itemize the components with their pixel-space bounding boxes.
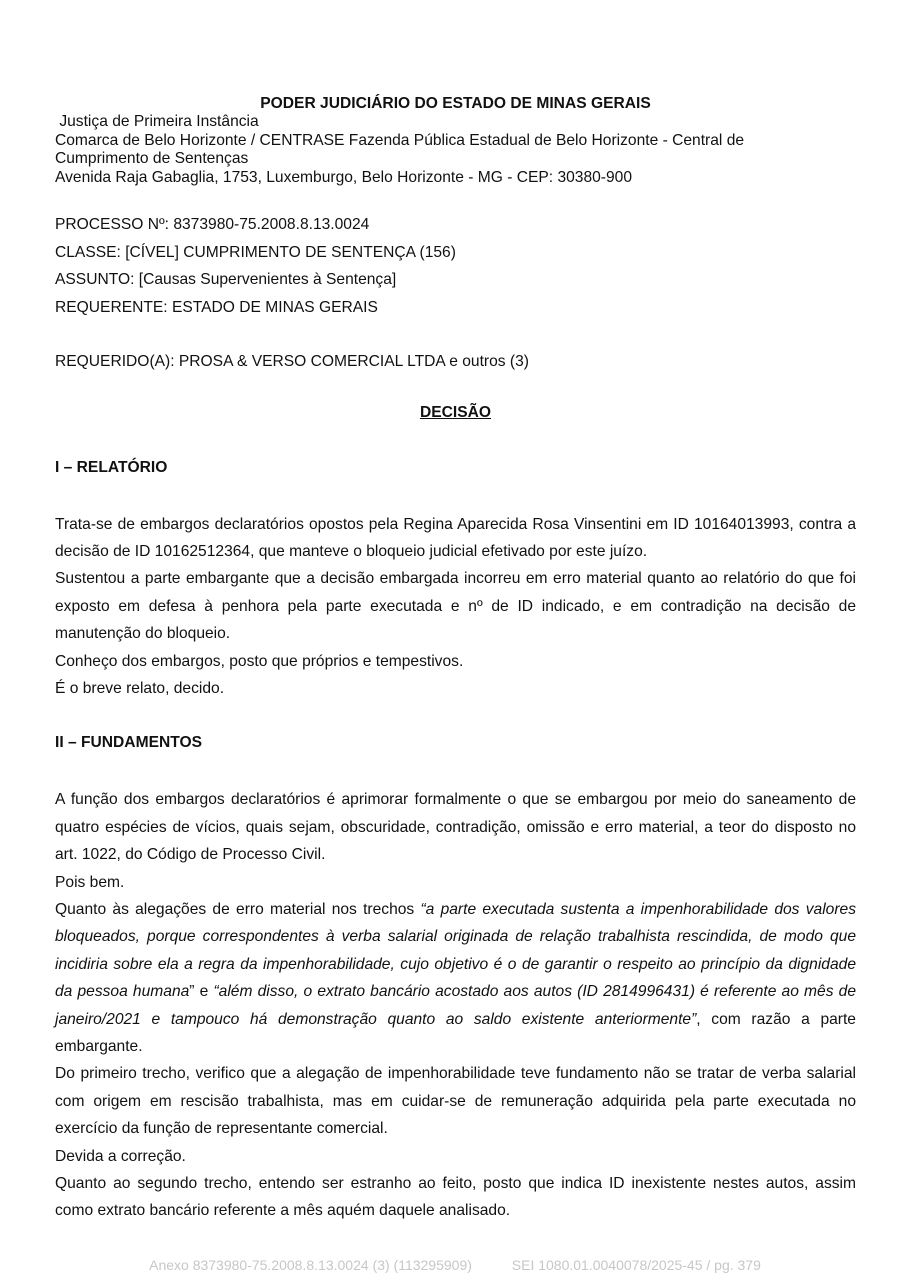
spacer: [55, 479, 856, 511]
relatorio-paragraph-2: Sustentou a parte embargante que a decisão embargada incorreu em erro material quanto ao relatório do que foi exposto em defesa à penhora pela parte executada e nº de ID indicado, e em contradição na decisão de manutenção do bloqueio.: [55, 570, 856, 643]
p3-connector: ” e: [189, 983, 214, 1001]
fundamentos-paragraph-6: Quanto ao segundo trecho, entendo ser estranho ao feito, posto que indica ID inexistente nestes autos, assim como extrato bancário referente a mês aquém daquele analisado.: [55, 1175, 856, 1220]
spacer: [55, 754, 856, 786]
fundamentos-paragraph-5: Devida a correção.: [55, 1147, 186, 1165]
case-requerido: REQUERIDO(A): PROSA & VERSO COMERCIAL LTDA e outros (3): [55, 353, 529, 370]
court-name: Justiça de Primeira Instância: [55, 113, 259, 130]
relatorio-paragraph-1: Trata-se de embargos declaratórios opostos pela Regina Aparecida Rosa Vinsentini em ID 10164013993, contra a decisão de ID 10162512364, que manteve o bloqueio judicial efetivado por este juízo.: [55, 515, 856, 560]
fundamentos-paragraph-4: Do primeiro trecho, verifico que a alegação de impenhorabilidade teve fundamento não se tratar de verba salarial com origem em rescisão trabalhista, mas em cuidar-se de remuneração adquirida pela parte executada no exercício da função de representante comercial.: [55, 1065, 856, 1138]
p3-intro: Quanto às alegações de erro material nos trechos: [55, 900, 421, 918]
relatorio-paragraph-4: É o breve relato, decido.: [55, 679, 225, 697]
case-classe: CLASSE: [CÍVEL] CUMPRIMENTO DE SENTENÇA (156): [55, 243, 456, 261]
p3-conclusion: , com razão a parte embargante.: [55, 1010, 856, 1055]
court-address: Avenida Raja Gabaglia, 1753, Luxemburgo, Belo Horizonte - MG - CEP: 30380-900: [55, 168, 633, 186]
page-footer: [0, 1257, 910, 1273]
fundamentos-heading: II – FUNDAMENTOS: [55, 734, 202, 752]
document-page: [55, 94, 856, 1225]
p3-quote-2: “além disso, o extrato bancário acostado aos autos (ID 2814996431) é referente ao mês de janeiro/2021 e tampouco há demonstração quanto ao saldo existente anteriormente”: [55, 983, 857, 1028]
fundamentos-paragraph-1: A função dos embargos declaratórios é aprimorar formalmente o que se embargou por meio do saneamento de quatro espécies de vícios, quais sejam, obscuridade, contradição, omissão e erro material, a teor do disposto no art. 1022, do Código de Processo Civil.: [55, 791, 856, 864]
decision-title: DECISÃO: [419, 403, 492, 421]
spacer: [55, 187, 856, 211]
p3-quote-1: “a parte executada sustenta a impenhorabilidade dos valores bloqueados, porque correspondentes à verba salarial originada de relação trabalhista rescindida, de modo que incidiria sobre ela a regra da impenhorabilidade, cujo objetivo é o de garantir o respeito ao princípio da dignidade da pessoa humana: [55, 900, 856, 1001]
relatorio-heading: I – RELATÓRIO: [55, 458, 168, 476]
case-requerente: REQUERENTE: ESTADO DE MINAS GERAIS: [55, 298, 378, 316]
relatorio-paragraph-3: Conheço dos embargos, posto que próprios e tempestivos.: [55, 652, 464, 670]
footer-annex-ref: Anexo 8373980-75.2008.8.13.0024 (3) (113295909): [149, 1257, 472, 1273]
footer-sei-ref: SEI 1080.01.0040078/2025-45 / pg. 379: [511, 1257, 761, 1273]
district-line-1: Comarca de Belo Horizonte / CENTRASE Fazenda Pública Estadual de Belo Horizonte - Central de: [55, 131, 745, 149]
fundamentos-paragraph-3: [55, 896, 856, 1060]
org-title: PODER JUDICIÁRIO DO ESTADO DE MINAS GERAIS: [260, 95, 651, 112]
fundamentos-paragraph-2: Pois bem.: [55, 873, 125, 891]
district-line-2: Cumprimento de Sentenças: [55, 150, 249, 167]
case-processo: PROCESSO Nº: 8373980-75.2008.8.13.0024: [55, 216, 370, 233]
case-assunto: ASSUNTO: [Causas Supervenientes à Sentença]: [55, 271, 397, 288]
